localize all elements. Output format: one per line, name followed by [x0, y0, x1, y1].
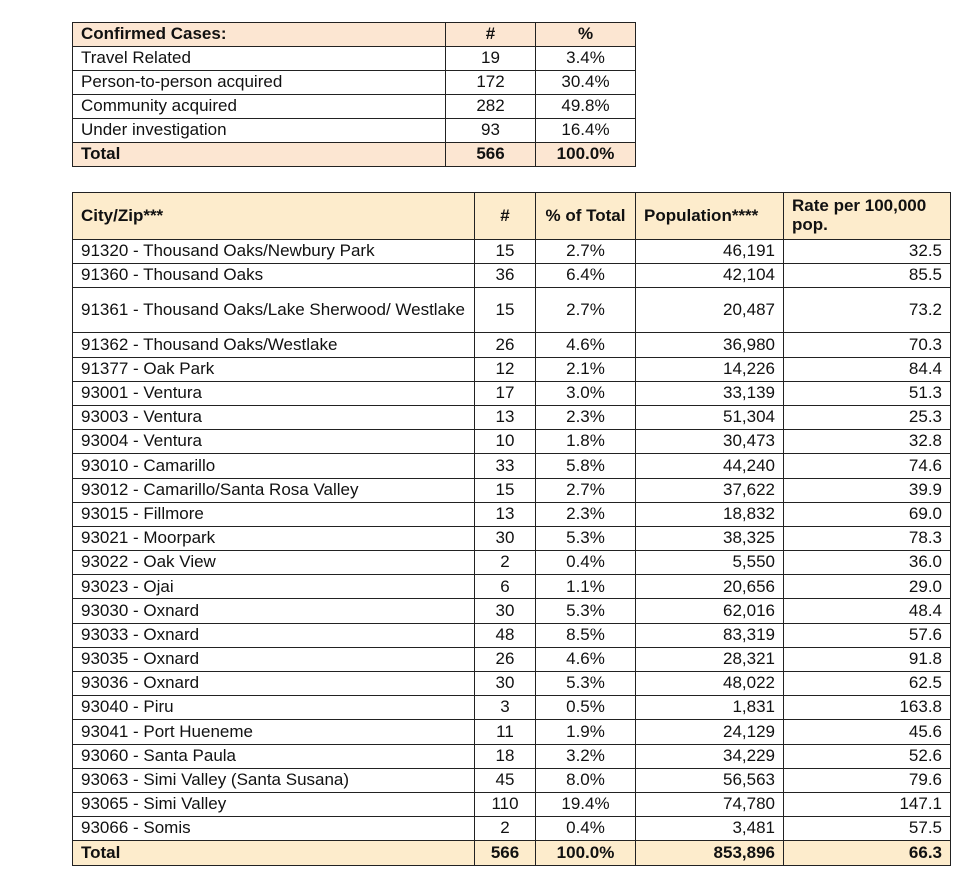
population-cell: 30,473 — [636, 430, 784, 454]
percent-of-total-cell: 6.4% — [536, 264, 636, 288]
table-row — [73, 623, 951, 647]
case-percent-cell: 30.4% — [536, 71, 636, 95]
header-percent: % — [536, 23, 636, 47]
rate-cell: 36.0 — [784, 551, 951, 575]
percent-of-total-cell: 3.0% — [536, 381, 636, 405]
table-row — [73, 71, 636, 95]
case-count-cell: 11 — [475, 720, 536, 744]
case-category-cell: Person-to-person acquired — [73, 71, 446, 95]
city-zip-cell: 91362 - Thousand Oaks/Westlake — [73, 333, 475, 357]
case-count-cell: 93 — [446, 119, 536, 143]
rate-cell: 147.1 — [784, 792, 951, 816]
population-cell: 51,304 — [636, 405, 784, 429]
table-row — [73, 405, 951, 429]
table-row — [73, 647, 951, 671]
case-count-cell: 282 — [446, 95, 536, 119]
percent-of-total-cell: 5.3% — [536, 526, 636, 550]
population-cell: 1,831 — [636, 696, 784, 720]
total-percent: 100.0% — [536, 143, 636, 167]
table-row — [73, 551, 951, 575]
percent-of-total-cell: 4.6% — [536, 333, 636, 357]
population-cell: 33,139 — [636, 381, 784, 405]
case-count-cell: 18 — [475, 744, 536, 768]
case-count-cell: 15 — [475, 240, 536, 264]
population-cell: 20,656 — [636, 575, 784, 599]
header-percent-of-total: % of Total — [536, 193, 636, 240]
table-row — [73, 240, 951, 264]
table-row — [73, 478, 951, 502]
case-count-cell: 110 — [475, 792, 536, 816]
case-count-cell: 19 — [446, 47, 536, 71]
case-percent-cell: 3.4% — [536, 47, 636, 71]
header-count: # — [446, 23, 536, 47]
case-percent-cell: 49.8% — [536, 95, 636, 119]
percent-of-total-cell: 8.5% — [536, 623, 636, 647]
case-count-cell: 30 — [475, 599, 536, 623]
city-zip-cell: 93040 - Piru — [73, 696, 475, 720]
rate-cell: 85.5 — [784, 264, 951, 288]
table-row — [73, 720, 951, 744]
total-count: 566 — [475, 841, 536, 865]
table-row — [73, 119, 636, 143]
case-count-cell: 2 — [475, 817, 536, 841]
case-category-cell: Under investigation — [73, 119, 446, 143]
city-zip-cell: 93030 - Oxnard — [73, 599, 475, 623]
table-row — [73, 696, 951, 720]
city-zip-cell: 93001 - Ventura — [73, 381, 475, 405]
case-category-cell: Travel Related — [73, 47, 446, 71]
percent-of-total-cell: 0.4% — [536, 817, 636, 841]
table-row — [73, 333, 951, 357]
total-rate: 66.3 — [784, 841, 951, 865]
city-zip-cell: 93015 - Fillmore — [73, 502, 475, 526]
case-count-cell: 30 — [475, 526, 536, 550]
city-zip-cell: 93036 - Oxnard — [73, 672, 475, 696]
total-count: 566 — [446, 143, 536, 167]
rate-cell: 57.5 — [784, 817, 951, 841]
population-cell: 48,022 — [636, 672, 784, 696]
table-row — [73, 575, 951, 599]
population-cell: 56,563 — [636, 768, 784, 792]
population-cell: 28,321 — [636, 647, 784, 671]
population-cell: 46,191 — [636, 240, 784, 264]
table-row — [73, 95, 636, 119]
percent-of-total-cell: 5.3% — [536, 672, 636, 696]
case-count-cell: 13 — [475, 502, 536, 526]
city-zip-cell: 91361 - Thousand Oaks/Lake Sherwood/ Westlake — [73, 288, 475, 333]
table-row — [73, 817, 951, 841]
city-zip-cell: 93065 - Simi Valley — [73, 792, 475, 816]
table-row — [73, 357, 951, 381]
city-zip-cell: 93023 - Ojai — [73, 575, 475, 599]
case-count-cell: 6 — [475, 575, 536, 599]
city-zip-cell: 91360 - Thousand Oaks — [73, 264, 475, 288]
rate-cell: 70.3 — [784, 333, 951, 357]
table-row — [73, 672, 951, 696]
case-percent-cell: 16.4% — [536, 119, 636, 143]
city-zip-cell: 93041 - Port Hueneme — [73, 720, 475, 744]
total-row — [73, 841, 951, 865]
percent-of-total-cell: 3.2% — [536, 744, 636, 768]
city-zip-cell: 93021 - Moorpark — [73, 526, 475, 550]
case-count-cell: 2 — [475, 551, 536, 575]
population-cell: 36,980 — [636, 333, 784, 357]
percent-of-total-cell: 2.3% — [536, 502, 636, 526]
confirmed-cases-table — [72, 22, 636, 167]
percent-of-total-cell: 2.7% — [536, 240, 636, 264]
table-row — [73, 526, 951, 550]
rate-cell: 91.8 — [784, 647, 951, 671]
population-cell: 14,226 — [636, 357, 784, 381]
rate-cell: 57.6 — [784, 623, 951, 647]
rate-cell: 39.9 — [784, 478, 951, 502]
city-zip-cell: 93063 - Simi Valley (Santa Susana) — [73, 768, 475, 792]
rate-cell: 74.6 — [784, 454, 951, 478]
table-row — [73, 47, 636, 71]
population-cell: 3,481 — [636, 817, 784, 841]
percent-of-total-cell: 2.7% — [536, 288, 636, 333]
population-cell: 38,325 — [636, 526, 784, 550]
table-header-row — [73, 23, 636, 47]
case-count-cell: 17 — [475, 381, 536, 405]
case-count-cell: 33 — [475, 454, 536, 478]
header-rate-per-100000: Rate per 100,000 pop. — [784, 193, 951, 240]
case-count-cell: 45 — [475, 768, 536, 792]
population-cell: 62,016 — [636, 599, 784, 623]
city-zip-cell: 93060 - Santa Paula — [73, 744, 475, 768]
city-zip-cell: 93033 - Oxnard — [73, 623, 475, 647]
population-cell: 44,240 — [636, 454, 784, 478]
rate-cell: 69.0 — [784, 502, 951, 526]
case-count-cell: 15 — [475, 288, 536, 333]
case-count-cell: 26 — [475, 333, 536, 357]
total-label: Total — [73, 841, 475, 865]
percent-of-total-cell: 4.6% — [536, 647, 636, 671]
percent-of-total-cell: 0.5% — [536, 696, 636, 720]
population-cell: 83,319 — [636, 623, 784, 647]
case-count-cell: 36 — [475, 264, 536, 288]
case-count-cell: 3 — [475, 696, 536, 720]
case-count-cell: 172 — [446, 71, 536, 95]
case-category-cell: Community acquired — [73, 95, 446, 119]
population-cell: 74,780 — [636, 792, 784, 816]
city-zip-cell: 93035 - Oxnard — [73, 647, 475, 671]
city-zip-cell: 93022 - Oak View — [73, 551, 475, 575]
population-cell: 20,487 — [636, 288, 784, 333]
total-row — [73, 143, 636, 167]
city-zip-cell: 91377 - Oak Park — [73, 357, 475, 381]
case-count-cell: 10 — [475, 430, 536, 454]
population-cell: 34,229 — [636, 744, 784, 768]
city-zip-cell: 93010 - Camarillo — [73, 454, 475, 478]
header-population: Population**** — [636, 193, 784, 240]
case-count-cell: 26 — [475, 647, 536, 671]
rate-cell: 62.5 — [784, 672, 951, 696]
table-row — [73, 381, 951, 405]
case-count-cell: 30 — [475, 672, 536, 696]
rate-cell: 32.5 — [784, 240, 951, 264]
table-row — [73, 454, 951, 478]
population-cell: 18,832 — [636, 502, 784, 526]
percent-of-total-cell: 0.4% — [536, 551, 636, 575]
percent-of-total-cell: 1.9% — [536, 720, 636, 744]
case-count-cell: 12 — [475, 357, 536, 381]
rate-cell: 52.6 — [784, 744, 951, 768]
table-header-row — [73, 193, 951, 240]
table-row — [73, 264, 951, 288]
rate-cell: 73.2 — [784, 288, 951, 333]
percent-of-total-cell: 1.8% — [536, 430, 636, 454]
percent-of-total-cell: 1.1% — [536, 575, 636, 599]
rate-cell: 84.4 — [784, 357, 951, 381]
percent-of-total-cell: 8.0% — [536, 768, 636, 792]
rate-cell: 48.4 — [784, 599, 951, 623]
rate-cell: 29.0 — [784, 575, 951, 599]
table-row — [73, 599, 951, 623]
population-cell: 37,622 — [636, 478, 784, 502]
city-zip-cell: 93004 - Ventura — [73, 430, 475, 454]
table-row — [73, 768, 951, 792]
percent-of-total-cell: 2.3% — [536, 405, 636, 429]
city-zip-cell: 93066 - Somis — [73, 817, 475, 841]
case-count-cell: 48 — [475, 623, 536, 647]
rate-cell: 32.8 — [784, 430, 951, 454]
city-zip-cell: 93012 - Camarillo/Santa Rosa Valley — [73, 478, 475, 502]
header-city-zip: City/Zip*** — [73, 193, 475, 240]
table-row — [73, 502, 951, 526]
case-count-cell: 15 — [475, 478, 536, 502]
header-confirmed-cases: Confirmed Cases: — [73, 23, 446, 47]
rate-cell: 25.3 — [784, 405, 951, 429]
table-row — [73, 744, 951, 768]
table-row — [73, 430, 951, 454]
rate-cell: 45.6 — [784, 720, 951, 744]
population-cell: 42,104 — [636, 264, 784, 288]
city-zip-cell: 93003 - Ventura — [73, 405, 475, 429]
total-label: Total — [73, 143, 446, 167]
population-cell: 5,550 — [636, 551, 784, 575]
rate-cell: 78.3 — [784, 526, 951, 550]
rate-cell: 163.8 — [784, 696, 951, 720]
population-cell: 24,129 — [636, 720, 784, 744]
total-population: 853,896 — [636, 841, 784, 865]
table-row — [73, 792, 951, 816]
table-row — [73, 288, 951, 333]
total-percent: 100.0% — [536, 841, 636, 865]
rate-cell: 79.6 — [784, 768, 951, 792]
header-count: # — [475, 193, 536, 240]
rate-cell: 51.3 — [784, 381, 951, 405]
percent-of-total-cell: 19.4% — [536, 792, 636, 816]
percent-of-total-cell: 5.3% — [536, 599, 636, 623]
percent-of-total-cell: 5.8% — [536, 454, 636, 478]
percent-of-total-cell: 2.1% — [536, 357, 636, 381]
city-zip-table — [72, 192, 951, 866]
percent-of-total-cell: 2.7% — [536, 478, 636, 502]
case-count-cell: 13 — [475, 405, 536, 429]
city-zip-cell: 91320 - Thousand Oaks/Newbury Park — [73, 240, 475, 264]
